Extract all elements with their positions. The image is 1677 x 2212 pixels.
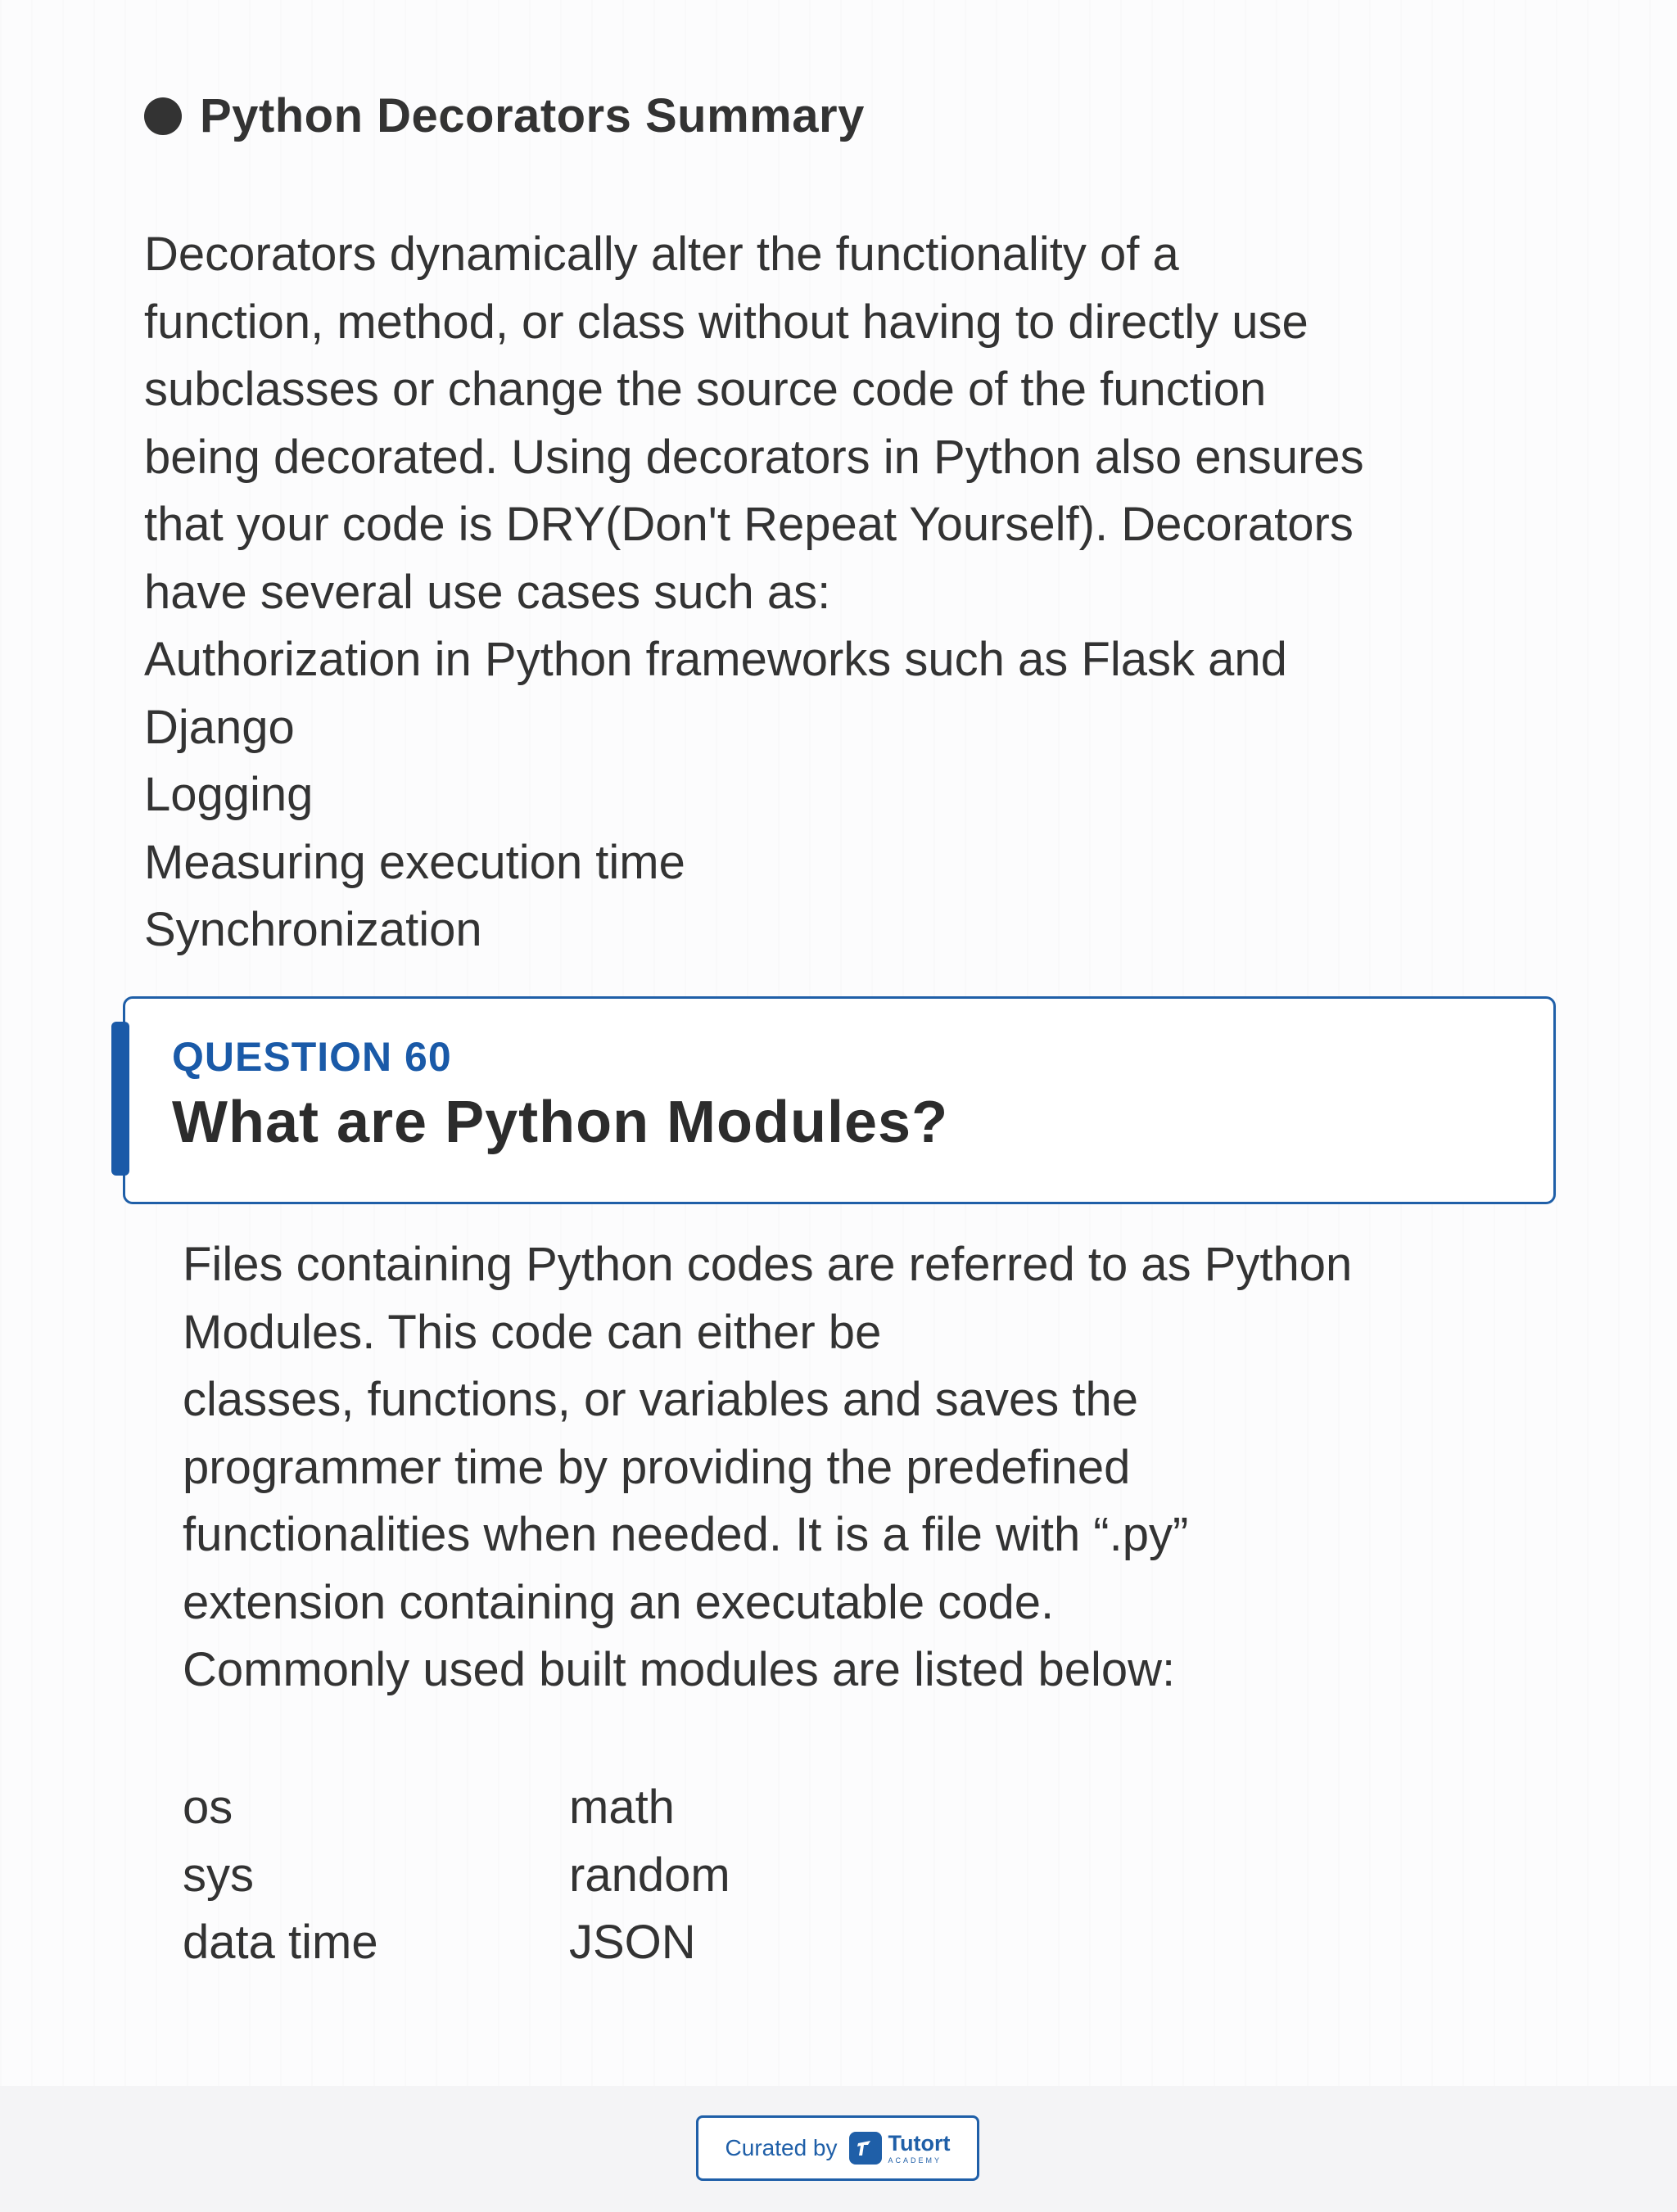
summary-heading xyxy=(144,88,865,143)
module-item: data time xyxy=(183,1916,378,1969)
answer-line: Commonly used built modules are listed below: xyxy=(183,1643,1176,1696)
module-item: os xyxy=(183,1781,233,1834)
answer-line: Modules. This code can either be xyxy=(183,1305,882,1359)
module-item: sys xyxy=(183,1848,254,1902)
answer-line: classes, functions, or variables and saves the xyxy=(183,1373,1139,1426)
answer-line: extension containing an executable code. xyxy=(183,1575,1055,1629)
answer-line: programmer time by providing the predefined xyxy=(183,1440,1131,1494)
question-number: QUESTION 60 xyxy=(172,1034,452,1080)
summary-line: being decorated. Using decorators in Python also ensures xyxy=(144,430,1364,484)
question-title: What are Python Modules? xyxy=(172,1090,949,1155)
module-item: math xyxy=(569,1781,675,1834)
use-case-item: Django xyxy=(144,700,295,754)
module-item: random xyxy=(569,1848,730,1902)
use-case-item: Measuring execution time xyxy=(144,835,685,889)
use-case-item: Synchronization xyxy=(144,903,482,956)
use-case-item: Logging xyxy=(144,768,314,821)
question-accent-bar xyxy=(111,1022,129,1176)
summary-line: function, method, or class without having to directly use xyxy=(144,295,1309,349)
brand-name: Tutort xyxy=(888,2130,951,2156)
answer-line: functionalities when needed. It is a file with “.py” xyxy=(183,1508,1189,1561)
summary-line: that your code is DRY(Don't Repeat Yourself). Decorators xyxy=(144,498,1354,551)
tutort-logo-icon xyxy=(849,2132,882,2165)
module-item: JSON xyxy=(569,1916,696,1969)
bullet-dot-icon xyxy=(144,97,182,135)
summary-line: have several use cases such as: xyxy=(144,565,831,619)
curated-label: Curated by xyxy=(725,2135,838,2160)
curated-by-badge[interactable] xyxy=(696,2115,979,2181)
summary-title: Python Decorators Summary xyxy=(200,89,865,142)
tutort-logo xyxy=(849,2132,951,2165)
summary-line: Decorators dynamically alter the functionality of a xyxy=(144,228,1179,281)
answer-line: Files containing Python codes are referred to as Python xyxy=(183,1238,1353,1291)
answer-body xyxy=(183,1231,1575,1704)
use-case-item: Authorization in Python frameworks such as Flask and xyxy=(144,633,1287,686)
modules-list xyxy=(183,1774,897,1977)
brand-sub: ACADEMY xyxy=(888,2156,942,2165)
summary-line: subclasses or change the source code of the function xyxy=(144,363,1267,416)
summary-body xyxy=(144,221,1553,964)
